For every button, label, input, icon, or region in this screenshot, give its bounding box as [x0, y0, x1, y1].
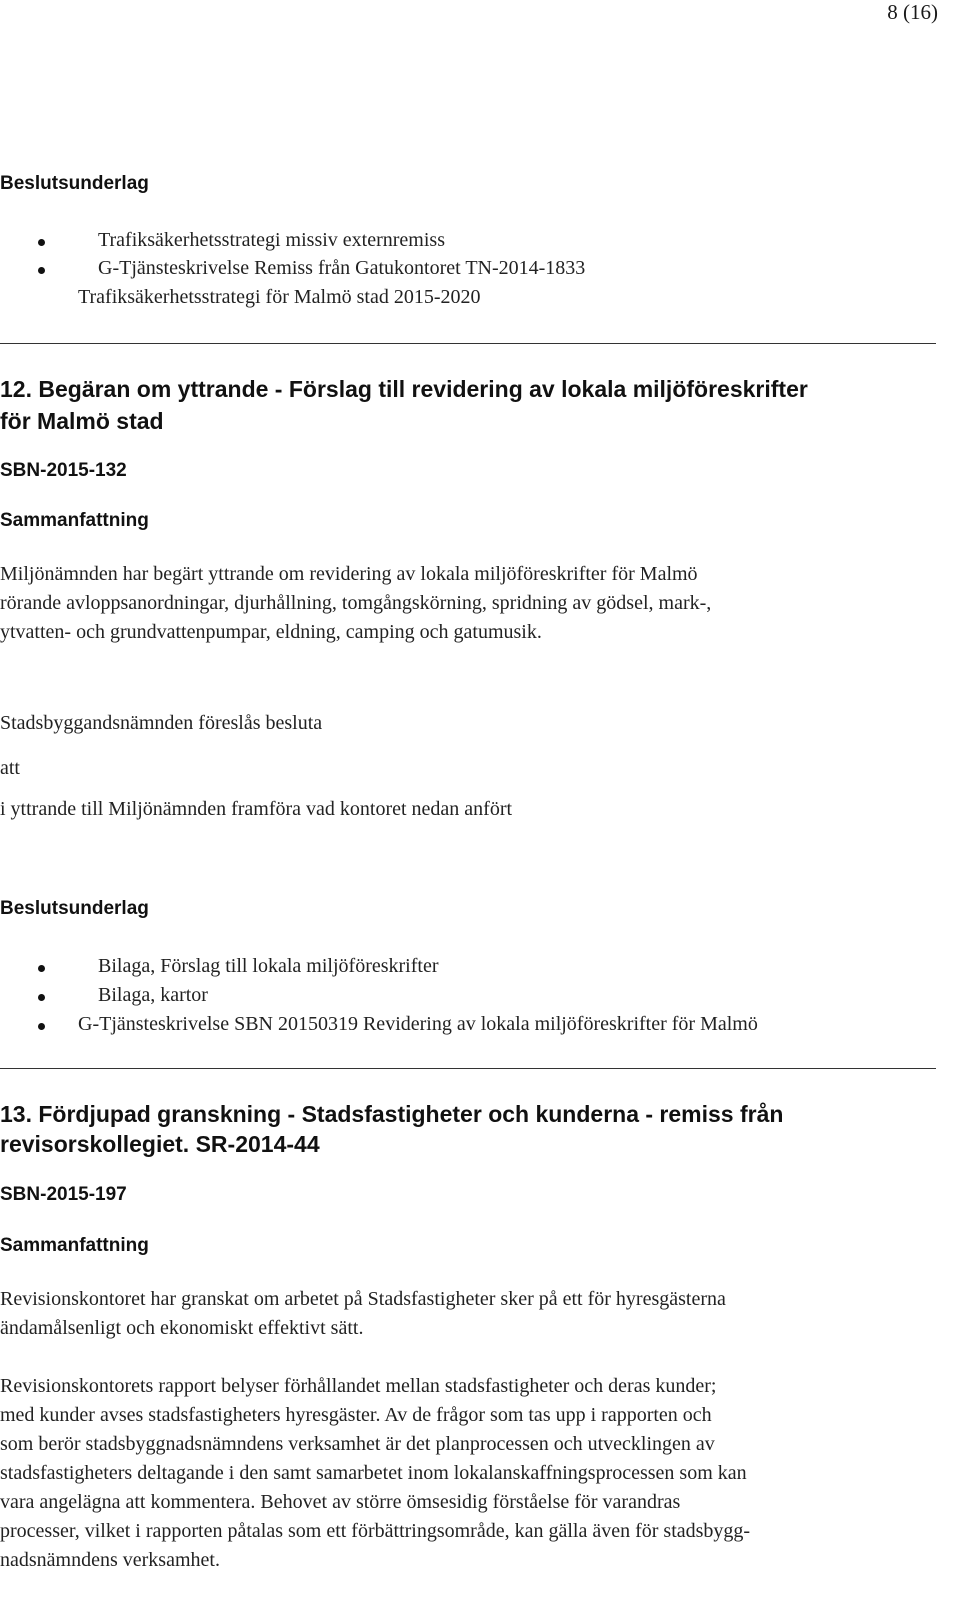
proposal-heading: Stadsbyggandsnämnden föreslås besluta — [0, 712, 323, 734]
paragraph-line: Revisionskontorets rapport belyser förhållandet mellan stadsfastigheter och deras kunder; — [0, 1375, 717, 1397]
list-item: Bilaga, kartor — [98, 984, 208, 1006]
section-divider — [0, 1068, 936, 1069]
paragraph-line: med kunder avses stadsfastigheters hyresgäster. Av de frågor som tas upp i rapporten och — [0, 1404, 712, 1426]
case-number: SBN-2015-197 — [0, 1184, 127, 1205]
section-title-cont: för Malmö stad — [0, 408, 164, 434]
summary-heading: Sammanfattning — [0, 510, 149, 531]
summary-line: rörande avloppsanordningar, djurhållning, tomgångskörning, spridning av gödsel, mark-, — [0, 592, 712, 614]
paragraph-line: stadsfastigheters deltagande i den samt samarbetet inom lokalanskaffningsprocessen som kan — [0, 1462, 747, 1484]
summary-heading: Sammanfattning — [0, 1235, 149, 1256]
bullet-icon — [38, 965, 45, 972]
bullet-icon — [38, 239, 45, 246]
section-title: 12. Begäran om yttrande - Förslag till revidering av lokala miljöföreskrifter — [0, 376, 808, 402]
case-number: SBN-2015-132 — [0, 460, 127, 481]
bullet-icon — [38, 994, 45, 1001]
section-divider — [0, 343, 936, 344]
bullet-icon — [38, 1023, 45, 1030]
paragraph-line: vara angelägna att kommentera. Behovet av större ömsesidig förståelse för varandras — [0, 1491, 681, 1513]
bullet-icon — [38, 267, 45, 274]
paragraph-line: nadsnämndens verksamhet. — [0, 1549, 220, 1571]
paragraph-line: som berör stadsbyggnadsnämndens verksamhet är det planprocessen och utvecklingen av — [0, 1433, 715, 1455]
decision-text: i yttrande till Miljönämnden framföra vad kontoret nedan anfört — [0, 798, 513, 820]
summary-paragraph — [0, 1285, 930, 1343]
list-item: G-Tjänsteskrivelse SBN 20150319 Revidering av lokala miljöföreskrifter för Malmö — [78, 1013, 758, 1035]
att-label: att — [0, 757, 20, 779]
basis-heading: Beslutsunderlag — [0, 898, 149, 919]
summary-line: ytvatten- och grundvattenpumpar, eldning, camping och gatumusik. — [0, 621, 542, 643]
paragraph-line: Revisionskontoret har granskat om arbetet på Stadsfastigheter sker på ett för hyresgästerna — [0, 1288, 726, 1310]
list-item: G-Tjänsteskrivelse Remiss från Gatukontoret TN-2014-1833 — [98, 257, 586, 279]
summary-paragraph — [0, 560, 930, 647]
page-number: 8 (16) — [887, 0, 938, 24]
paragraph-line: processer, vilket i rapporten påtalas som ett förbättringsområde, kan gälla även för stadsbygg- — [0, 1520, 751, 1542]
list-item: Trafiksäkerhetsstrategi missiv externremiss — [98, 229, 445, 251]
list-item: Bilaga, Förslag till lokala miljöföreskrifter — [98, 955, 439, 977]
section-title-cont: revisorskollegiet. SR-2014-44 — [0, 1131, 320, 1157]
basis-heading: Beslutsunderlag — [0, 173, 149, 194]
summary-line: Miljönämnden har begärt yttrande om revidering av lokala miljöföreskrifter för Malmö — [0, 563, 698, 585]
section-title: 13. Fördjupad granskning - Stadsfastigheter och kunderna - remiss från — [0, 1101, 784, 1127]
paragraph-line: ändamålsenligt och ekonomiskt effektivt sätt. — [0, 1317, 364, 1339]
list-item-continuation: Trafiksäkerhetsstrategi för Malmö stad 2015-2020 — [78, 286, 481, 308]
report-paragraph — [0, 1372, 930, 1575]
